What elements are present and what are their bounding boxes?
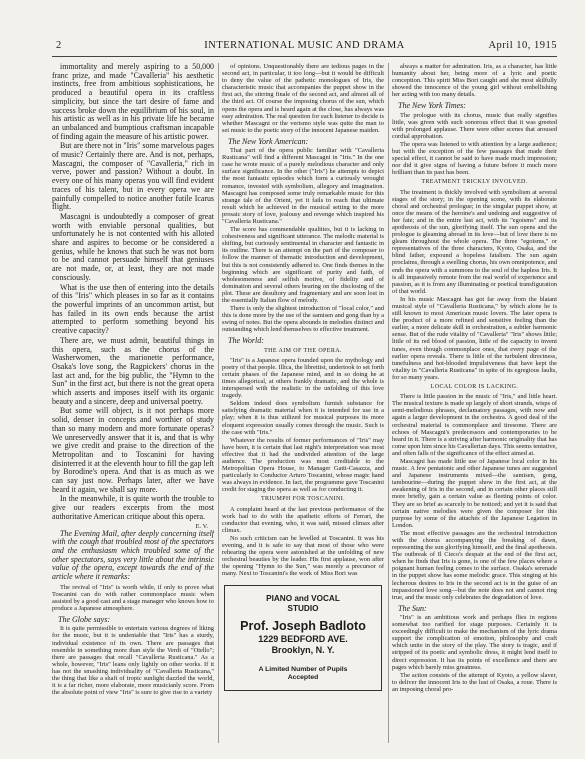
paragraph: immortality and merely aspiring to a 50,000 franc prize, and made "Cavalleria" his aesthetic instincts, free from ambitious sophistications, he produced a beautiful opera in its craftless simplicity, but since the tart desire of fame and success broke down the equilibrium of his soul, in his artistic as well as in his private life he became an unbalanced and bumptious craftsman incapable of finding again the measure of his artistic power. bbox=[52, 63, 214, 141]
header-rule bbox=[52, 56, 557, 57]
paragraph: There are, we must admit, beautiful things in this opera, such as the chorus of the Washerwomen, the marionette performance, Osaka's love song, the Ragpickers' chorus in the last act and, for the big public, the "Hymn to the Sun" in the first act, but there is not the great opera which asserts and imposes itself with its organic beauty and a sincere, deep and universal poetry. bbox=[52, 335, 214, 406]
issue-date: April 10, 1915 bbox=[488, 40, 557, 51]
paragraph: There is only the slightest introduction of "local color," and this is done more by the use of the samisen and gong than by a swing of notes. But the opera abounds in melodies distinct and outstanding which lend themselves to effective treatment. bbox=[222, 305, 384, 334]
subheading: THE AIM OF THE OPERA. bbox=[264, 347, 342, 354]
paragraph: of opinions. Unquestionably there are tedious pages in the second act, in particular, it too long—but it would be difficult to deny the value of the pathetic monologues of Iris, the characteristic music that accompanies the puppet show in the first act, the stirring finale of the second act, and almost all of the third act. Of course the imposing chorus of the sun, which opens the opera and is heard again at the close, has always was easy admiration. The real question for each listener to decide is whether Mascagni or the verismo style was quite the man to set music to the poetic story of the innocent Japanese maiden. bbox=[222, 63, 384, 134]
subheading: TRIUMPH FOR TOSCANINI. bbox=[260, 496, 346, 503]
column-3 bbox=[392, 63, 557, 753]
paragraph: No such criticism can be levelled at Toscanini. It was his evening, and it is safe to say that most of those who were rehearing the opera were astonished at the unfolding of new orchestral beauties by the leader. His first applause, won after the opening "Hymn to the Sun," was merely a precursor of many. Next to Toscanini's the work of Miss Bori was bbox=[222, 534, 384, 578]
paragraph: Seldom indeed does symbolism furnish substance for satisfying dramatic material when it is intended for use in a play; when it is thus utilized for musical purposes its more eloquent expression usually comes through the music. Such is the case with "Iris." bbox=[222, 400, 384, 436]
paragraph: There is little passion in the music of "Iris," and little heart. The musical texture is made up largely of short strands, wisps of semi-melodious phrases, declamatory passages, with now and again a larger development in the orchestra. A good deal of the orchestral material is commonplace and tiresome. There are echoes of Mascagni's predecessors and contemporaries to be heard in it. There is a striving after harmonic originality that has come upon him since his Cavallerian days. This seems tentative, and often falls of the significance of the effect aimed at. bbox=[392, 393, 557, 457]
column-1 bbox=[52, 63, 214, 753]
paragraph: Mascagni is undoubtedly a composer of great worth with enviable personal qualities, but unfortunately he is not contented with his alloted share and aspires to become or be considered a genius, while he knows that such he was not born to be and cannot persuade himself that geniuses are not made, or, at least, they are not made consciously. bbox=[52, 211, 214, 282]
paragraph: Whatever the results of former performances of "Iris" may have been, it is certain that last night's interpretation was most effective that it had the undivided attention of the large audience. The production was most creditable to the Metropolitan Opera House, to Manager Gatti-Casazza, and particularly to Conductor Arturo Toscanini, whose magic hand was always in evidence. In fact, the programme gave Toscanini credit for staging the opera as well as for conducting it. bbox=[222, 436, 384, 494]
paragraph: What is the use then of entering into the details of this "Iris" which pleases in so far as it contains the powerful imprints of an uncommon artist, but has failed in its own ends because the artist attempted to perform something beyond his creative capacity? bbox=[52, 282, 214, 336]
ad-note: Accepted bbox=[287, 674, 319, 682]
column-2 bbox=[222, 63, 384, 753]
section-heading: The New York Times: bbox=[398, 101, 466, 111]
paragraph: The action consists of the attempt of Kyoto, a yellow slaver, to deliver the innocent Iris to the lust of Osaka, a roue. There is an imposing choral pro- bbox=[392, 671, 557, 693]
paragraph: The revival of "Iris" is worth while, if only to prove what Toscanini can do with rather commonplace music when assisted by a good cast and a stage manager who knows how to produce a Japanese atmosphere. bbox=[52, 583, 214, 613]
publication-title: INTERNATIONAL MUSIC AND DRAMA bbox=[204, 40, 405, 51]
paragraph: That part of the opera public familiar with "Cavalleria Rusticana" will find a different Mascagni in "Iris." In the one case he wrote music of a purely melodious character and only surface significance. In the other ("Iris") he attempts to depict the most fantastic episodes which form a curiously wrought romance, invested with symbolism, allegory and imagination. Mascagni has composed some truly remarkable music for this strange tale of the Orient, yet it fails to reach that ultimate result which he achieved in the musical setting to the more prosaic story of love, jealousy and revenge which inspired his "Cavalleria Rusticana." bbox=[222, 147, 384, 225]
section-heading: The World: bbox=[228, 336, 264, 346]
paragraph: The opera was listened to with attention by a large audience; but with the exception of the few passages that made their special effect, it cannot be said to have made much impression; nor did it give signs of having a future before it much more brilliant than its past has been. bbox=[392, 140, 557, 177]
section-heading: The Globe says: bbox=[58, 615, 110, 625]
paragraph: But are there not in "Iris" some marvelous pages of music? Certainly there are. And is not, perhaps, Mascagni, the composer of "Cavalleria," rich in verve, power and passion? Without a doubt. In every one of his many operas you will find evident traces of his talent, but in every opera we are painfully compelled to notice another futile Icarus flight. bbox=[52, 141, 214, 212]
column-divider bbox=[218, 63, 219, 743]
ad-address: 1229 BEDFORD AVE. bbox=[258, 634, 348, 645]
subheading: LOCAL COLOR IS LACKING. bbox=[430, 384, 519, 391]
section-heading: The Sun: bbox=[398, 603, 427, 613]
studio-advertisement bbox=[224, 585, 382, 691]
paragraph: The score has commendable qualities, but it is lacking in cohesiveness and significant utterance. The melodic material is shifting, but curiously sentimental in character and fantastic in its outline. There is an attempt on the part of the composer to follow the manner of thematic introduction and development, but this is not consistently adhered to. One finds themes in the beginning which are significant of purity and faith, of wholesomeness and selfish motive, of fidelity and of domination and several others bearing on the disclosing of the plot. These are desultory and fragmentary and are soon lost in the essentially Italian flow of melody. bbox=[222, 226, 384, 304]
main-article-continuation bbox=[52, 63, 214, 582]
author-signature: E. V. bbox=[195, 522, 208, 530]
paragraph: "Iris" is an ambitious work and perhaps flies in regions somewhat too rarified for stage purposes. Certainly it is exceedingly difficult to make the mechanism of the lyric drama support the complication of emotion, philosophy and craft which unite in the story of the play. The story is tragic, and if stripped of its poetic and symbolic dress, it might lend itself to direct expression. It has its points of excellence and there are pages which barely miss greatness. bbox=[392, 613, 557, 671]
critic-intro: The Evening Mail, after deeply concerning itself with the cough that troubled most of the spectators and the enthusiasm which troubled some of the other spectators, says very little about the intrinsic value of the opera, except towards the end of the article where it remarks: bbox=[52, 528, 214, 582]
column-divider bbox=[388, 63, 389, 743]
paragraph: In the meanwhile, it is quite worth the trouble to give our readers excerpts from the most authoritative American critique about this opera. bbox=[52, 494, 214, 521]
page-header bbox=[52, 40, 557, 54]
paragraph: always a matter for admiration. Iris, as a character, has little humanity about her, being more of a lyric and poetic conception. This spirit Miss Bori caught and she most skilfully showed the innocence of the young girl without embellishing her acting with too many details. bbox=[392, 63, 557, 99]
paragraph: "Iris" is a Japanese opera founded upon the mythology and poetry of that people. Illica, the librettist, undertook to set forth certain phases of the Japanese mind, and in so doing he at times allegorical, at others frankly dramatic, and the whole is interspersed with the realistic in the unfolding of this love tragedy. bbox=[222, 356, 384, 400]
paragraph: In his music Mascagni has got far away from the blatant musical style of "Cavalleria Rusticana," by which alone he is still known to most American music lovers. The later opera is the product of a more refined and sensitive feeling than the earlier, a more delicate skill in orchestration, a subtler harmonic sense. But of the rude vitality of "Cavalleria" "Iris" shows little; little of its red blood of passion, little of the capacity to invent tunes, even though commonplace ones, that every page of the earlier opera reveals. There is little of the turbulent directness, tunefulness and hot-blooded impulsiveness that have kept the vitality in "Cavalleria Rusticana" in spite of its egregious faults, for so many years. bbox=[392, 295, 557, 381]
page-number: 2 bbox=[56, 40, 62, 51]
paragraph: A complaint heard at the last previous performance of the work had to do with the apathetic efforts of Ferrari, the conductor that evening, who, it was said, missed climax after climax. bbox=[222, 505, 384, 534]
ad-city: Brooklyn, N. Y. bbox=[271, 645, 335, 656]
subheading: TREATMENT TRICKLY INVOLVED. bbox=[421, 179, 528, 186]
section-heading: The New York American: bbox=[228, 136, 309, 146]
ad-line: STUDIO bbox=[287, 604, 319, 614]
ad-teacher-name: Prof. Joseph Badloto bbox=[240, 619, 366, 634]
paragraph: But some will object, is it not perhaps more solid, denser in concepts and worthier of study than so many modern and more fortunate operas? We unreservedly answer that it is, and that is why we give credit and praise to the direction of the Metropolitan and to Toscanini for having disinterred it at the eleventh hour to fill the gap left by Borodine's opera. And that is as much as we can say just now. Perhaps later, after we have heard it again, we shall say more. bbox=[52, 406, 214, 494]
paragraph: Mascagni has made little use of Japanese local color in his music. A few pentatonic and other Japanese tunes are suggested and Japanese instruments mixed—the samisen, gong, tambourine—during the puppet show in the first act, at the awakening of Iris in the second, and in certain other places still more briefly, gain a certain value as fleeting points of color. They are so brief as scarcely to be noticed; and yet it is said that certain native melodies were given the composer for this purpose by some of the attachés of the Japanese Legation in London. bbox=[392, 457, 557, 529]
ad-note: A Limited Number of Pupils bbox=[258, 666, 348, 674]
paragraph: The most effective passages are the orchestral introduction with the chorus accompanying the breaking of dawn, representing the sun glorifying himself, and the final apotheosis. The outbreak of Il Cieco's despair at the end of the first act, when he finds that Iris is gone, is one of the few places where a poignant human feeling comes to the surface. Osaka's serenade in the puppet show has some melodic grace. This singing at his lecherous desires to Iris in the second act is in the guise of an impassioned love song—but the note does not and cannot ring true, and the music only celebrates the degradation of love. bbox=[392, 529, 557, 601]
paragraph: The treatment is thickly involved with symbolism at several stages of the story; in the opening scene, with its elaborate choral and orchestral prologue; in the singular puppet show, at once the means of the heroine's and undoing and suggestive of her fate; and in the entire last act, with its "egoisms" and its apotheosis of the sun, glorifying itself. The sun opens and the prologue is gleaming abroad in its love—but of love there is no gleam throughout the whole opera. The three "egoisms," or representatives of the three characters, Kyoto, Osaka, and the blind father, expound a hopeless fatalism. The sun again proclaims, through a swelling chorus, his own omnipotence, and ends the opera with a summons to the soul of the hapless Iris. It is all impassively remote from the real world of experience and passion, as it is from any illuminating or poetical transfiguration of that world. bbox=[392, 188, 557, 295]
ad-line: PIANO and VOCAL bbox=[266, 594, 340, 604]
paragraph: The prologue with its chorus, music that really signifies little, was given with such sonorous effect that it was greeted with prolonged applause. There were other scenes that aroused cordial approbation. bbox=[392, 111, 557, 140]
paragraph: It is quite permissible to entertain various degrees of liking for the music, but it is undeniable that "Iris" has a sturdy, individual existence of its own. There are passages that resemble in something more than style the Verdi of "Otello"; there are passages that recall "Cavalleria Rusticana." As a whole, however, "Iris" leans only lightly on other works. If it has not the smashing individuality of "Cavalleria Rusticana," the thing that like a shaft of tropic sunlight dazzled the world, it is a far richer, more elaborate, more musicianly score. From the absolute point of view "Iris" is sure to give rise to a variety bbox=[52, 625, 214, 697]
